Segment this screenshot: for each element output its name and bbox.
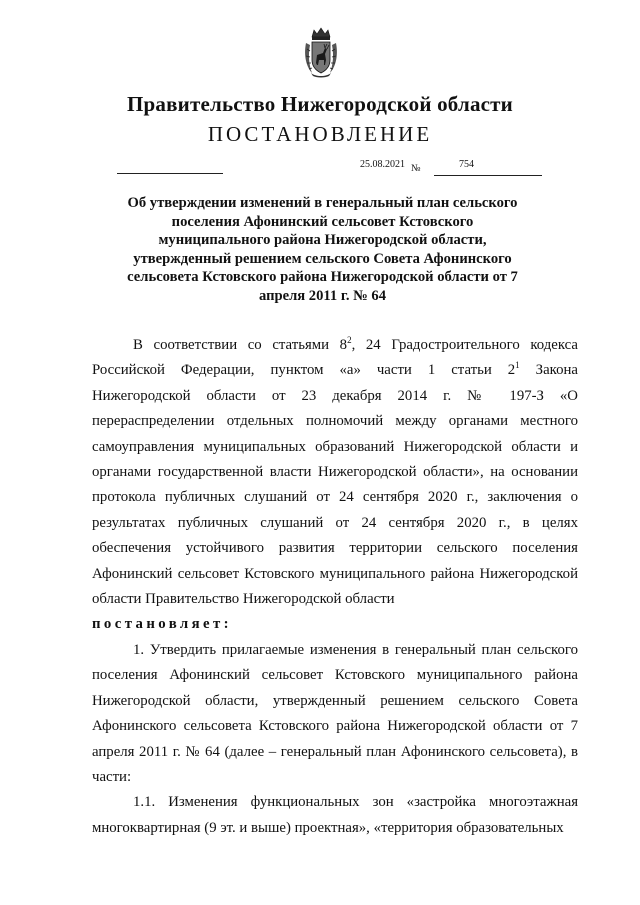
document-subject: Об утверждении изменений в генеральный план сельского поселения Афонинский сельсовет Кстовского муниципального района Нижегородской области, утвержденный решением сельского Совета Афонинского сельсовета Кстовского района Нижегородской области от 7 апреля 2011 г. № 64 [127, 195, 518, 304]
decree-line [92, 612, 578, 637]
document-number: 754 [459, 159, 474, 170]
preamble-text-b: , 24 Градостроительного кодекса Российской Федерации, пунктом «а» части 1 статьи 2 [92, 337, 579, 379]
number-underline [434, 175, 542, 176]
document-body [92, 333, 578, 841]
preamble-text-a: В соответствии со статьями 8 [133, 337, 348, 353]
blank-line [117, 173, 223, 174]
coat-of-arms-icon [303, 27, 339, 79]
document-date: 25.08.2021 [360, 159, 405, 170]
paragraph-item-1: 1. Утвердить прилагаемые изменения в генеральный план сельского поселения Афонинский сельсовет Кстовского муниципального района Нижегородской области, утвержденный решением сельского Совета Афонинского сельсовета Кстовского района Нижегородской области от 7 апреля 2011 г. № 64 (далее – генеральный план Афонинского сельсовета), в части: [92, 641, 578, 785]
document-type: ПОСТАНОВЛЕНИЕ [207, 122, 433, 146]
government-title: Правительство Нижегородской области [127, 92, 513, 116]
superscript: 1 [515, 360, 520, 371]
preamble-text-c: Закона Нижегородской области от 23 декабря 2014 г. № 197-З «О перераспределении отдельных полномочий между органами местного самоуправления муниципальных образований Нижегородской области и органами государственной власти Нижегородской области», на основании протокола публичных слушаний от 24 сентября 2020 г., заключения о результатах публичных слушаний от 24 сентября 2020 г., в целях обеспечения устойчивого развития территории сельского поселения Афонинский сельсовет Кстовского муниципального района Нижегородской области Правительство Нижегородской области [92, 362, 578, 608]
decree-word: постановляет: [92, 616, 232, 633]
paragraph-preamble [92, 333, 578, 612]
paragraph-item-1-1: 1.1. Изменения функциональных зон «застройка многоэтажная многоквартирная (9 эт. и выше) проектная», «территория образовательных [92, 794, 578, 836]
number-sign: № [411, 163, 421, 174]
superscript: 2 [347, 335, 352, 346]
